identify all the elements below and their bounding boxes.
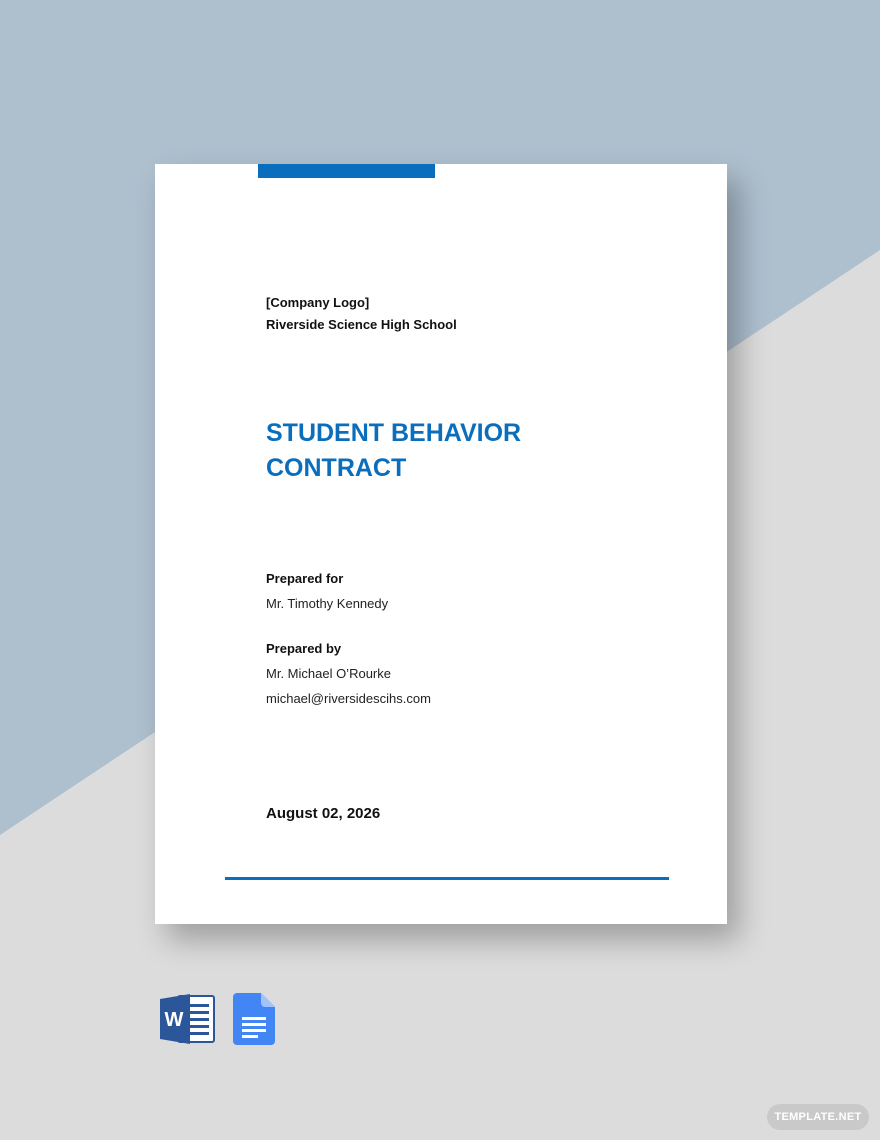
prepared-by-name: Mr. Michael O’Rourke [266,666,391,681]
google-docs-icon[interactable] [233,993,275,1045]
prepared-for-name: Mr. Timothy Kennedy [266,596,389,611]
title-line-2: CONTRACT [266,454,407,482]
document-page [155,164,727,924]
microsoft-word-icon[interactable] [160,993,216,1045]
bottom-accent-line [225,877,669,880]
document-date: August 02, 2026 [266,805,381,822]
word-letter: W [164,1009,184,1031]
top-accent-bar [258,164,435,178]
title-line-1: STUDENT BEHAVIOR [266,419,522,447]
school-name: Riverside Science High School [266,317,457,332]
company-logo-placeholder: [Company Logo] [266,295,370,310]
template-net-watermark: TEMPLATE.NET [767,1104,869,1130]
prepared-by-label: Prepared by [266,641,342,656]
prepared-for-label: Prepared for [266,571,344,586]
document-title [266,416,626,486]
prepared-by-email: michael@riversidescihs.com [266,691,431,706]
